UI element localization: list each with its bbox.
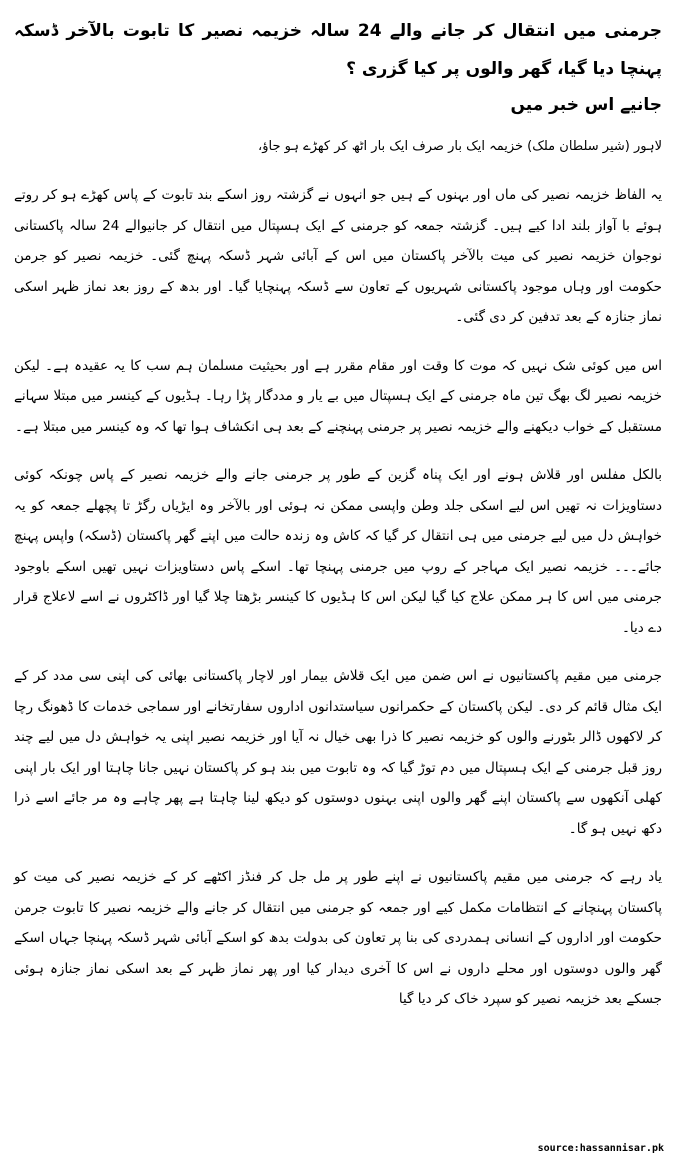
- article-paragraph: یاد رہے کہ جرمنی میں مقیم پاکستانیوں نے اپنے طور پر مل جل کر فنڈز اکٹھے کر کے خزیمہ نصیر کی میت کو پاکستان پہنچانے کے انتظامات مکمل کیے اور جمعہ کو جرمنی میں انتقال کر جانے والے خزیمہ نصیر کا تابوت جرمن حکومت اور اداروں کے انسانی ہمدردی کی بنا پر تعاون کی بدولت بدھ کو اسکے آبائی شہر ڈسکہ پہنچا جہاں اسکے گھر والوں دوستوں اور محلے داروں نے اس کا آخری دیدار کیا اور پھر نماز ظہر کے بعد اسکی نماز جنازہ ہوئی جسکے بعد خزیمہ نصیر کو سپرد خاک کر دیا گیا: [14, 869, 662, 1007]
- article-paragraph: اس میں کوئی شک نہیں کہ موت کا وقت اور مقام مقرر ہے اور بحیثیت مسلمان ہم سب کا یہ عقیدہ ہے۔ لیکن خزیمہ نصیر لگ بھگ تین ماہ جرمنی کے ایک ہسپتال میں بے یار و مددگار پڑا رہا۔ ہڈیوں کے کینسر میں مبتلا سہانے مستقبل کے خواب دیکھنے والے خزیمہ نصیر پر جرمنی پہنچنے کے بعد ہی انکشاف ہوا تھا کہ وہ کینسر میں مبتلا ہے۔: [14, 357, 662, 435]
- source-credit: source:hassannisar.pk: [537, 1143, 664, 1154]
- article-dateline: لاہور (شیر سلطان ملک) خزیمہ ایک بار صرف ایک بار اٹھ کر کھڑے ہو جاؤ،: [258, 139, 662, 154]
- article-paragraph: جرمنی میں مقیم پاکستانیوں نے اس ضمن میں ایک قلاش بیمار اور لاچار پاکستانی بھائی کی اپنی سی مدد کر کے ایک مثال قائم کر دی۔ لیکن پاکستان کے حکمرانوں سیاستدانوں اداروں سفارتخانے اور سماجی خدمات کا ڈھونگ رچا کر لاکھوں ڈالر بٹورنے والوں کو خزیمہ نصیر کا ذرا بھی خیال نہ آیا اور خزیمہ نصیر اپنی یہ خواہش دل میں لیے چند روز قبل جرمنی کے ایک ہسپتال میں دم توڑ گیا کہ وہ تابوت میں بند ہو کر پاکستان نہیں جانا چاہتا اور ایک بار اپنی کھلی آنکھوں سے پاکستان اپنے گھر والوں اپنی بہنوں دوستوں کو دیکھ لینا چاہتا ہے پھر چاہے وہ مر جائے اسے ذرا دکھ نہیں ہو گا۔: [14, 668, 662, 837]
- article-paragraph: بالکل مفلس اور قلاش ہونے اور ایک پناہ گزین کے طور پر جرمنی جانے والے خزیمہ نصیر کے پاس چونکہ کوئی دستاویزات نہ تھیں اس لیے اسکی جلد وطن واپسی ممکن نہ ہوئی اور بالآخر وہ ایڑیاں رگڑ تا پچھلے جمعہ کو یہ خواہش دل میں لیے جرمنی میں ہی انتقال کر گیا کہ کاش وہ زندہ حالت میں اپنے گھر پاکستان (ڈسکہ) واپس پہنچ جائے۔۔۔ خزیمہ نصیر ایک مہاجر کے روپ میں جرمنی پہنچا تھا۔ اسکے پاس دستاویزات نہیں تھیں اسکے باوجود جرمنی میں اس کا ہر ممکن علاج کیا گیا لیکن اس کا ہڈیوں کا کینسر بڑھتا چلا گیا اور ڈاکٹروں نے اسے لاعلاج قرار دے دیا۔: [14, 467, 662, 636]
- article-headline: جرمنی میں انتقال کر جانے والے 24 سالہ خزیمہ نصیر کا تابوت بالآخر ڈسکہ پہنچا دیا گیا، گھر والوں پر کیا گزری ؟: [14, 21, 663, 79]
- article-subheadline: جانیے اس خبر میں: [510, 95, 662, 115]
- article: [14, 12, 662, 1033]
- article-paragraph: یہ الفاظ خزیمہ نصیر کی ماں اور بہنوں کے ہیں جو انہوں نے گزشتہ روز اسکے بند تابوت کے پاس کھڑے ہو کر روتے ہوئے با آواز بلند ادا کیے ہیں۔ گزشتہ جمعہ کو جرمنی کے ایک ہسپتال میں انتقال کر جانیوالے 24 سالہ پاکستانی نوجوان خزیمہ نصیر کی میت بالآخر پاکستان میں اس کے آبائی شہر ڈسکہ پہنچ گئی۔ خزیمہ نصیر کو جرمن حکومت اور وہاں موجود پاکستانی شہریوں کے تعاون سے ڈسکہ پہنچایا گیا۔ اور بدھ کے روز بعد نماز ظہر اسکی نماز جنازہ کے بعد تدفین کر دی گئی۔: [14, 187, 662, 325]
